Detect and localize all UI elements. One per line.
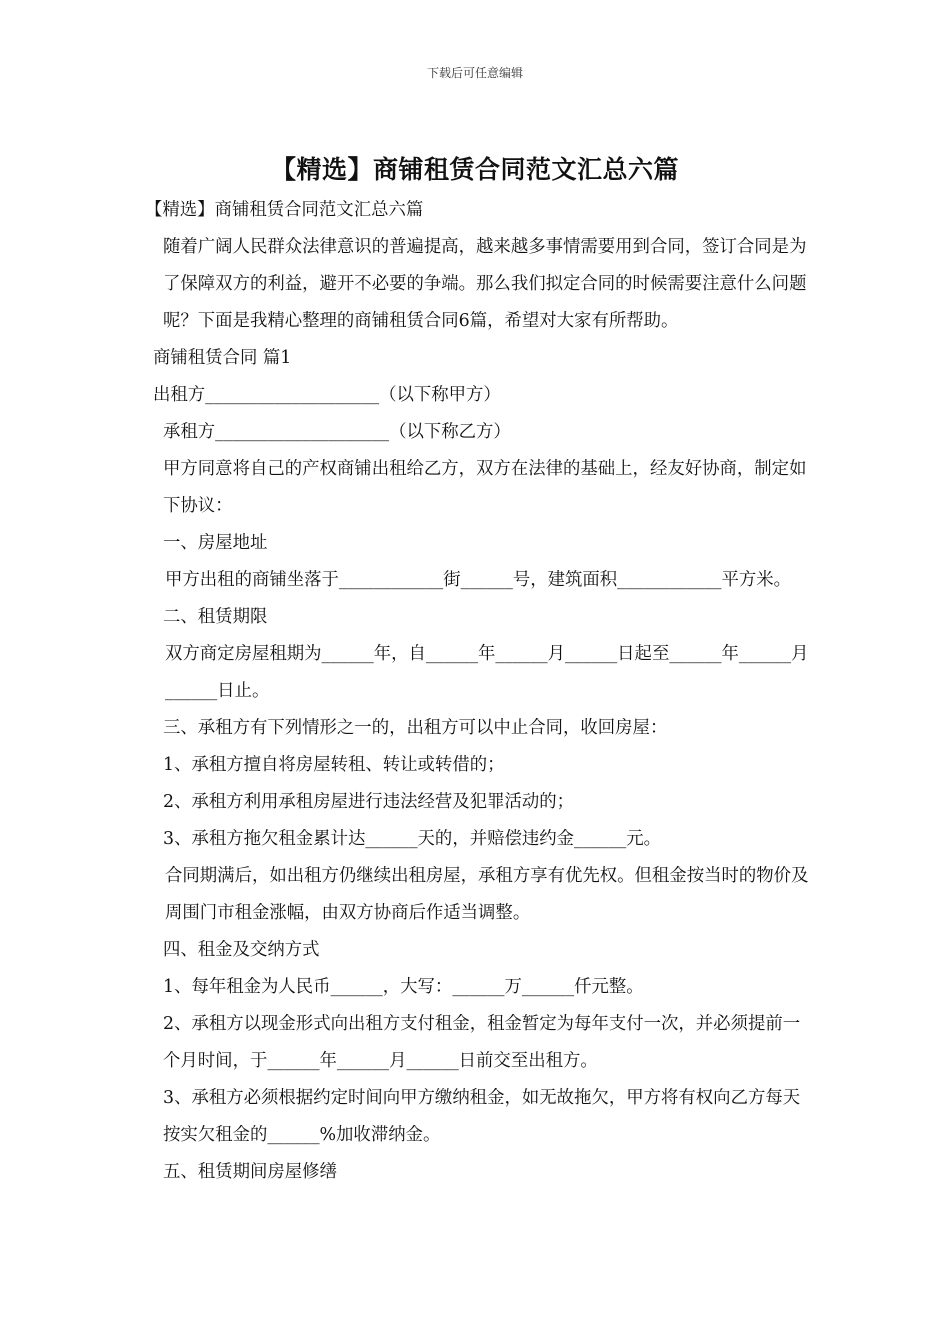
clause-heading-3: 三、承租方有下列情形之一的，出租方可以中止合同，收回房屋：	[163, 718, 668, 738]
lessee-line: 承租方____________________（以下称乙方）	[163, 422, 511, 442]
clause-4-item-3: 3、承租方必须根据约定时间向甲方缴纳租金，如无故拖欠，甲方将有权向乙方每天按实欠租金的______%加收滞纳金。	[163, 1088, 801, 1145]
intro-paragraph: 随着广阔人民群众法律意识的普遍提高，越来越多事情需要用到合同，签订合同是为了保障双方的利益，避开不必要的争端。那么我们拟定合同的时候需要注意什么问题呢？下面是我精心整理的商铺租赁合同6篇，希望对大家有所帮助。	[163, 237, 807, 331]
clause-3-item-2: 2、承租方利用承租房屋进行违法经营及犯罪活动的；	[163, 792, 575, 812]
subtitle-line: 【精选】商铺租赁合同范文汇总六篇	[145, 200, 424, 220]
clause-4-item-2: 2、承租方以现金形式向出租方支付租金，租金暂定为每年支付一次，并必须提前一个月时间，于______年______月______日前交至出租方。	[163, 1014, 801, 1071]
section-heading-part1: 商铺租赁合同 篇1	[153, 348, 292, 368]
clause-1-paragraph: 甲方出租的商铺坐落于____________街______号，建筑面积____________平方米。	[165, 570, 792, 590]
clause-heading-1: 一、房屋地址	[163, 533, 268, 553]
clause-heading-5: 五、租赁期间房屋修缮	[163, 1162, 337, 1182]
document-title: 【精选】商铺租赁合同范文汇总六篇	[270, 155, 679, 184]
clause-4-item-1: 1、每年租金为人民币______，大写：______万______仟元整。	[163, 977, 644, 997]
document-body	[145, 192, 817, 1191]
renewal-paragraph: 合同期满后，如出租方仍继续出租房屋，承租方享有优先权。但租金按当时的物价及周围门市租金涨幅，由双方协商后作适当调整。	[165, 866, 809, 923]
header-note: 下载后可任意编辑	[426, 66, 523, 80]
clause-3-item-1: 1、承租方擅自将房屋转租、转让或转借的；	[163, 755, 505, 775]
agreement-paragraph: 甲方同意将自己的产权商铺出租给乙方，双方在法律的基础上，经友好协商，制定如下协议：	[163, 459, 807, 516]
lessor-line: 出租方____________________（以下称甲方）	[153, 385, 501, 405]
clause-heading-2: 二、租赁期限	[163, 607, 268, 627]
clause-3-item-3: 3、承租方拖欠租金累计达______天的，并赔偿违约金______元。	[163, 829, 662, 849]
clause-heading-4: 四、租金及交纳方式	[163, 940, 320, 960]
clause-2-paragraph: 双方商定房屋租期为______年，自______年______月______日起至______年______月______日止。	[165, 644, 809, 701]
